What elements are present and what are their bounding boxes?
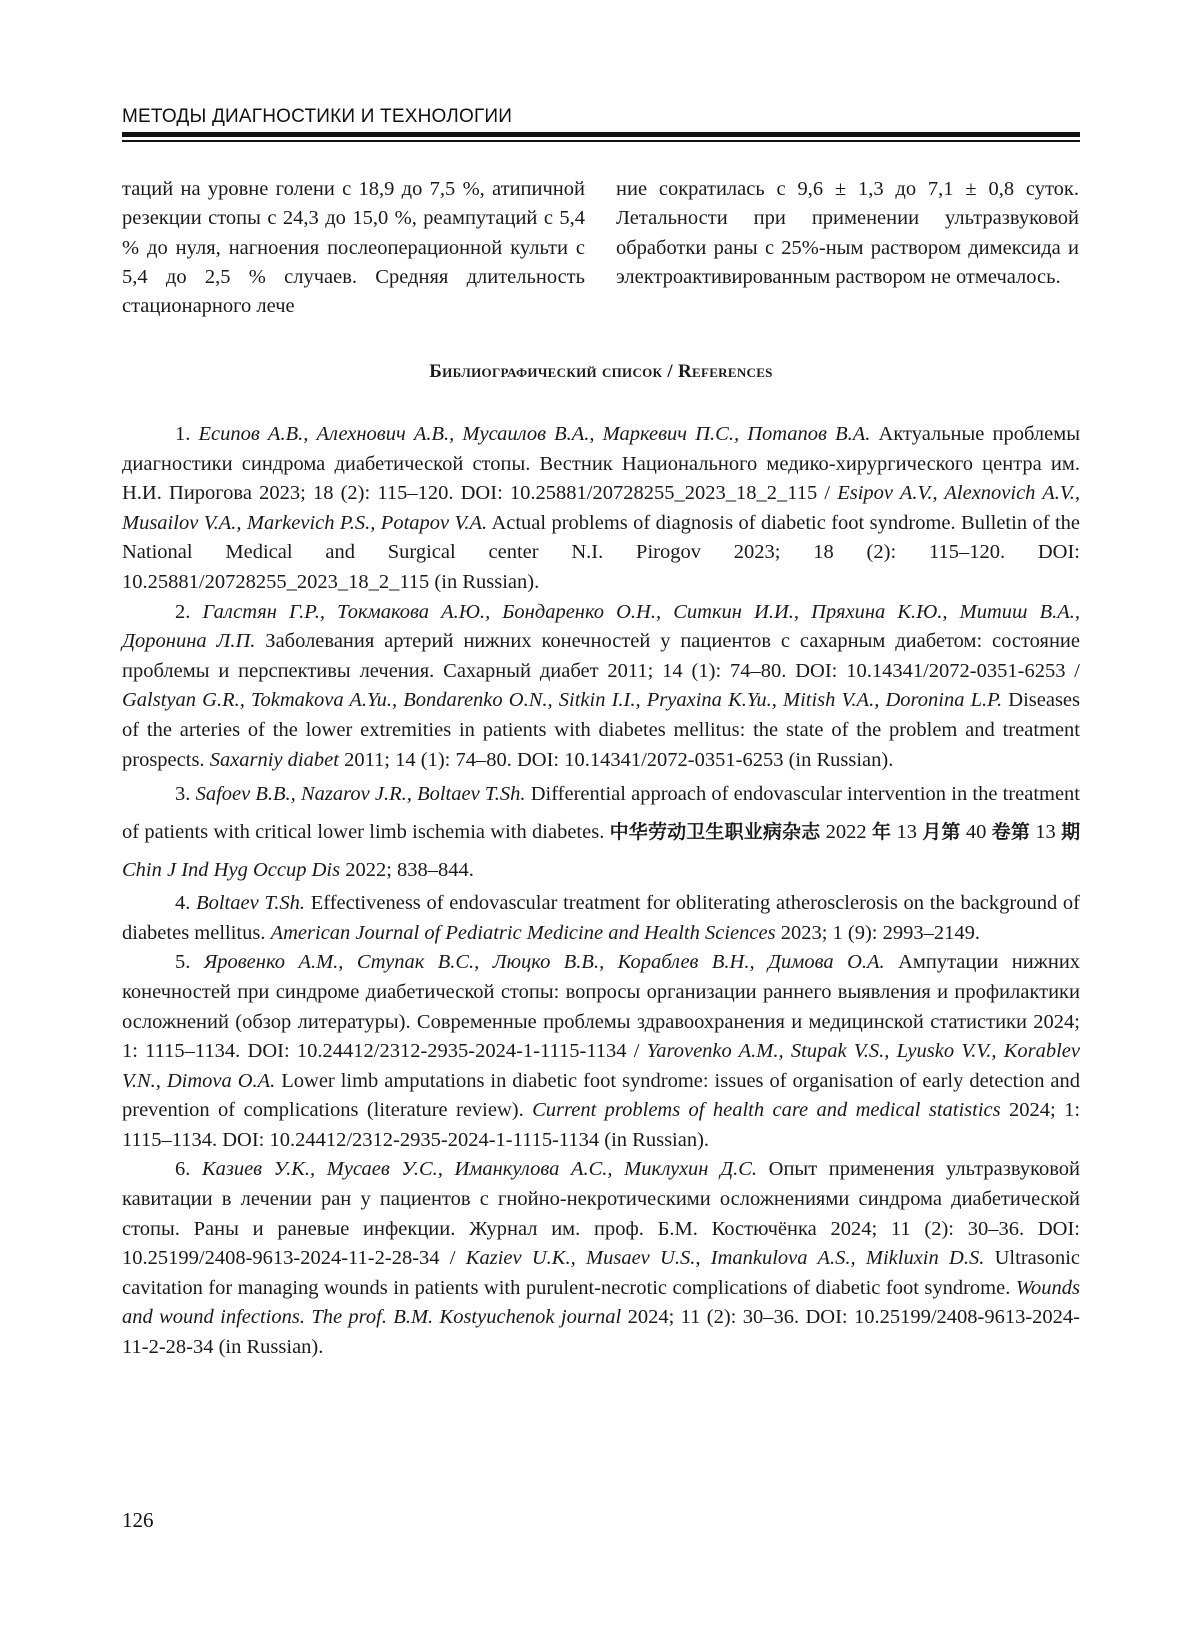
reference-authors-en: Esipov A.V., Alexnovich A.V., Musailov V.A., Markevich P.S., Potapov V.A. xyxy=(122,482,1080,534)
references-heading: Библиографический список / References xyxy=(429,361,773,382)
reference-item-3 xyxy=(122,775,1080,889)
reference-journal-cn: 中华劳动卫生职业病杂志 xyxy=(609,821,821,844)
reference-number: 3. xyxy=(175,783,191,806)
reference-item-4 xyxy=(122,889,1080,948)
reference-text-en-tail: 2011; 14 (1): 74–80. DOI: 10.14341/2072-0351-6253 (in Russian). xyxy=(344,748,894,771)
reference-text: Differential approach of endovascular intervention in the treatment of patients with critical lower limb ischemia with diabetes. xyxy=(122,783,1081,844)
reference-text-ru: Актуальные проблемы диагностики синдрома диабетической стопы. Вестник Национального медико-хирургического центра им. Н.И. Пирогова 2023; 18 (2): 115–120. DOI: 10.25881/20728255_2023_18_2_115 / xyxy=(122,423,1080,505)
reference-journal-en: Chin J Ind Hyg Occup Dis xyxy=(122,859,341,882)
reference-cn-month-char: 月第 xyxy=(922,821,961,844)
reference-authors-en: Kaziev U.K., Musaev U.S., Imankulova A.S., Mikluxin D.S. xyxy=(465,1247,985,1270)
reference-cn-month: 13 xyxy=(896,821,917,844)
reference-authors-ru: Яровенко А.М., Ступак В.С., Люцко В.В., Кораблев В.Н., Димова О.А. xyxy=(203,951,885,974)
reference-text-en-tail: 2024; 11 (2): 30–36. DOI: 10.25199/2408-9613-2024-11-2-28-34 (in Russian). xyxy=(122,1306,1081,1359)
reference-journal-en: Current problems of health care and medical statistics xyxy=(532,1099,1001,1122)
reference-text: Effectiveness of endovascular treatment for obliterating atherosclerosis on the background of diabetes mellitus. xyxy=(122,892,1081,944)
reference-cn-year-char: 年 xyxy=(871,821,892,844)
reference-text-en: Lower limb amputations in diabetic foot syndrome: issues of organisation of early detection and prevention of complications (literature review). xyxy=(122,1069,1080,1122)
reference-text-ru: Опыт применения ультразвуковой кавитации в лечении ран у пациентов с гнойно-некротическими осложнениями синдрома диабетической стопы. Раны и раневые инфекции. Журнал им. проф. Б.М. Костючёнка 2024; 11 (2): 30–36. DOI: 10.25199/2408-9613-2024-11-2-28-34 / xyxy=(122,1158,1080,1270)
header-rule-thick xyxy=(122,132,1080,137)
reference-number: 2. xyxy=(175,600,191,623)
reference-authors-ru: Есипов А.В., Алехнович А.В., Мусаилов В.А., Маркевич П.С., Потапов В.А. xyxy=(198,423,871,445)
reference-item-1 xyxy=(122,420,1080,598)
reference-cn-vol-char: 卷第 xyxy=(991,821,1030,844)
reference-item-2 xyxy=(122,598,1080,776)
reference-cn-year: 2022 xyxy=(825,821,867,844)
reference-number: 1. xyxy=(175,423,191,445)
reference-cn-issue: 13 xyxy=(1035,821,1056,844)
reference-journal: American Journal of Pediatric Medicine and Health Sciences xyxy=(270,921,776,944)
reference-cn-vol: 40 xyxy=(965,821,987,844)
reference-text-ru: Ампутации нижних конечностей при синдроме диабетической стопы: вопросы организации раннего выявления и профилактики осложнений (обзор литературы). Современные проблемы здравоохранения и медицинской статистики 2024; 1: 1115–1134. DOI: 10.24412/2312-2935-2024-1-1115-1134 / xyxy=(122,951,1081,1063)
reference-authors-en: Galstyan G.R., Tokmakova A.Yu., Bondarenko O.N., Sitkin I.I., Pryaxina K.Yu., Mitish V.A., Doronina L.P. xyxy=(122,689,1003,712)
reference-authors-ru: Галстян Г.Р., Токмакова А.Ю., Бондаренко О.Н., Ситкин И.И., Пряхина К.Ю., Митиш В.А., Доронина Л.П. xyxy=(122,600,1081,653)
reference-number: 6. xyxy=(175,1158,191,1181)
reference-number: 5. xyxy=(175,951,191,974)
body-left-column: таций на уровне голени с 18,9 до 7,5 %, атипичной резекции стопы с 24,3 до 15,0 %, реампутаций с 5,4 % до нуля, нагноения послеоперационной культи с 5,4 до 2,5 % случаев. Средняя длительность стационарного лече xyxy=(122,178,585,318)
reference-number: 4. xyxy=(175,892,191,915)
reference-text-en: Actual problems of diagnosis of diabetic foot syndrome. Bulletin of the National Medical and Surgical center N.I. Pirogov 2023; 18 (2): 115–120. DOI: 10.25881/20728255_2023_18_2_115 (in Russian). xyxy=(122,511,1080,593)
reference-authors-ru: Казиев У.К., Мусаев У.С., Иманкулова А.С., Миклухин Д.С. xyxy=(201,1158,758,1181)
reference-text-en-tail: 2024; 1: 1115–1134. DOI: 10.24412/2312-2935-2024-1-1115-1134 (in Russian). xyxy=(122,1099,1081,1151)
reference-text-en: Diseases of the arteries of the lower extremities in patients with diabetes mellitus: the state of the problem and treatment prospects. xyxy=(122,689,1081,771)
page-number: 126 xyxy=(122,1508,154,1532)
header-rule-thin xyxy=(122,140,1080,142)
reference-item-5 xyxy=(122,948,1080,1155)
reference-authors: Safoev B.B., Nazarov J.R., Boltaev T.Sh. xyxy=(195,783,526,806)
reference-cn-issue-char: 期 xyxy=(1061,821,1081,844)
reference-journal-en: Wounds and wound infections. The prof. B.M. Kostyuchenok journal xyxy=(122,1276,1081,1329)
reference-text-tail: 2022; 838–844. xyxy=(345,859,474,882)
body-right-column: ние сократилась с 9,6 ± 1,3 до 7,1 ± 0,8 суток. Летальности при применении ультразвуковой обработки раны с 25%-ным раствором димексида и электроактивированным раствором не отмечалось. xyxy=(616,178,1079,288)
reference-item-6 xyxy=(122,1155,1080,1362)
reference-text-tail: 2023; 1 (9): 2993–2149. xyxy=(780,921,980,944)
reference-authors: Boltaev T.Sh. xyxy=(196,892,306,915)
reference-list xyxy=(122,420,1080,1363)
running-title: МЕТОДЫ ДИАГНОСТИКИ И ТЕХНОЛОГИИ xyxy=(122,106,513,127)
reference-authors-en: Yarovenko A.M., Stupak V.S., Lyusko V.V., Korablev V.N., Dimova O.A. xyxy=(122,1040,1081,1092)
reference-journal-en: Saxarniy diabet xyxy=(209,748,339,771)
reference-text-en: Ultrasonic cavitation for managing wounds in patients with purulent-necrotic complications of diabetic foot syndrome. xyxy=(122,1247,1081,1299)
reference-text-ru: Заболевания артерий нижних конечностей у пациентов с сахарным диабетом: состояние проблемы и перспективы лечения. Сахарный диабет 2011; 14 (1): 74–80. DOI: 10.14341/2072-0351-6253 / xyxy=(122,630,1081,682)
